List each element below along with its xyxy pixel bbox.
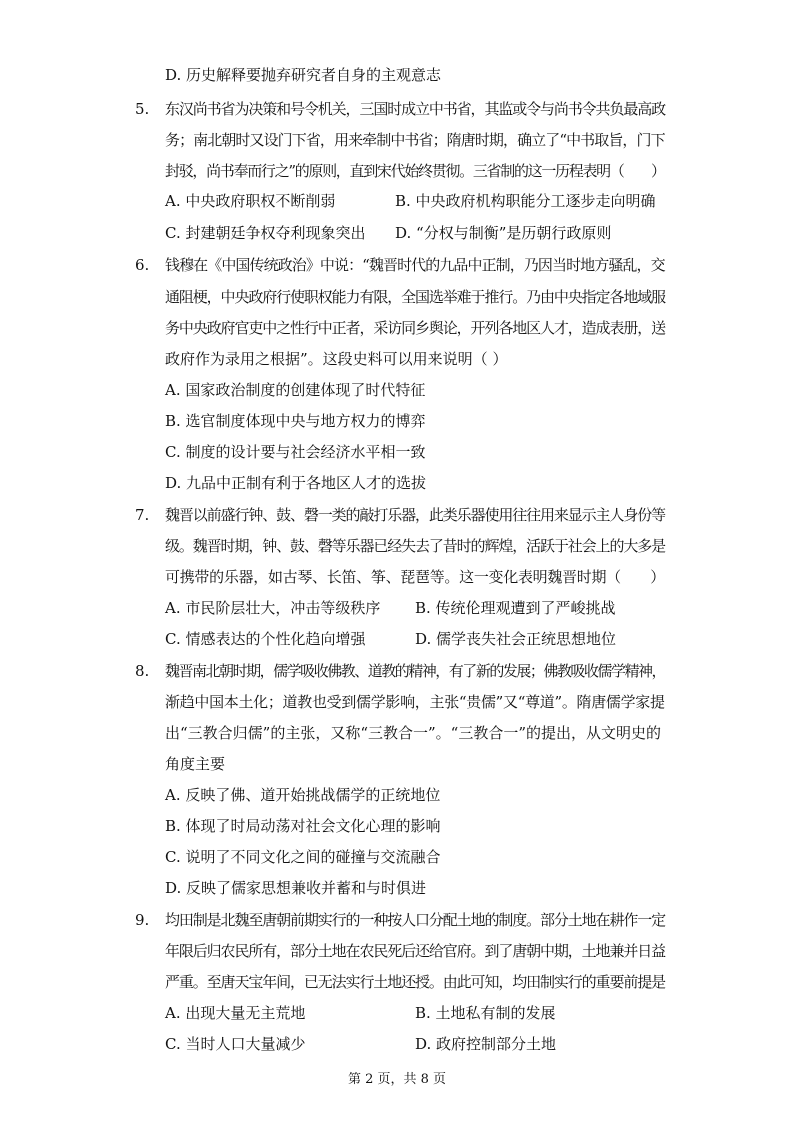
q9-text-line: 年限后归农民所有，部分土地在农民死后还给官府。到了唐朝中期，土地兼并日益 — [165, 942, 666, 960]
q7-text-line: 级。魏晋时期，钟、鼓、磬等乐器已经失去了昔时的辉煌，活跃于社会上的大多是 — [165, 537, 666, 555]
page-footer: 第 2 页，共 8 页 — [347, 1072, 447, 1087]
q9-option-b: B. 土地私有制的发展 — [415, 1004, 556, 1022]
q7-text-line: 魏晋以前盛行钟、鼓、磬一类的敲打乐器，此类乐器使用往往用来显示主人身份等 — [165, 506, 666, 524]
q7-option-a: A. 市民阶层壮大，冲击等级秩序 — [165, 599, 381, 617]
q7-text-line: 可携带的乐器，如古琴、长笛、筝、琵琶等。这一变化表明魏晋时期（ ） — [165, 568, 666, 586]
q5-option-b: B. 中央政府机构职能分工逐步走向明确 — [395, 192, 656, 210]
q5-number: 5. — [135, 100, 150, 118]
q6-option-d: D. 九品中正制有利于各地区人才的选拔 — [165, 474, 427, 492]
q6-text-line: 务中央政府官吏中之性行中正者，采访同乡舆论，开列各地区人才，造成表册，送 — [165, 319, 666, 337]
q6-text-line: 钱穆在《中国传统政治》中说：“魏晋时代的九品中正制，乃因当时地方骚乱，交 — [165, 256, 665, 274]
q8-text-line: 角度主要 — [165, 755, 226, 773]
q9-text-line: 均田制是北魏至唐朝前期实行的一种按人口分配土地的制度。部分土地在耕作一定 — [165, 911, 666, 929]
q6-option-b: B. 选官制度体现中央与地方权力的博弈 — [165, 412, 426, 430]
q8-option-a: A. 反映了佛、道开始挑战儒学的正统地位 — [165, 786, 441, 804]
q7-option-b: B. 传统伦理观遭到了严峻挑战 — [415, 599, 616, 617]
q8-text-line: 出“三教合归儒”的主张，又称“三教合一”。“三教合一”的提出，从文明史的 — [165, 724, 662, 742]
q9-option-d: D. 政府控制部分土地 — [415, 1035, 557, 1053]
q5-text-line: 封驳，尚书奉而行之”的原则，直到宋代始终贯彻。三省制的这一历程表明（ ） — [165, 162, 665, 180]
q9-option-c: C. 当时人口大量减少 — [165, 1035, 306, 1053]
q9-number: 9. — [135, 911, 150, 929]
q8-option-d: D. 反映了儒家思想兼收并蓄和与时俱进 — [165, 879, 427, 897]
q7-option-d: D. 儒学丧失社会正统思想地位 — [415, 630, 617, 648]
q7-number: 7. — [135, 506, 150, 524]
q6-number: 6. — [135, 256, 150, 274]
q9-text-line: 严重。至唐天宝年间，已无法实行土地还授。由此可知，均田制实行的重要前提是 — [165, 973, 666, 991]
q8-text-line: 渐趋中国本土化；道教也受到儒学影响，主张“贵儒”又“尊道”。隋唐儒学家提 — [165, 693, 665, 711]
q8-option-b: B. 体现了时局动荡对社会文化心理的影响 — [165, 817, 441, 835]
q5-option-c: C. 封建朝廷争权夺利现象突出 — [165, 224, 366, 242]
q8-text-line: 魏晋南北朝时期，儒学吸收佛教、道教的精神，有了新的发展；佛教吸收儒学精神， — [165, 662, 666, 680]
q6-text-line: 通阻梗，中央政府行使职权能力有限，全国选举难于推行。乃由中央指定各地域服 — [165, 288, 666, 306]
q5-text-line: 东汉尚书省为决策和号令机关，三国时成立中书省，其监或令与尚书令共负最高政 — [165, 100, 666, 118]
q8-option-c: C. 说明了不同文化之间的碰撞与交流融合 — [165, 848, 441, 866]
q4-option-d: D. 历史解释要抛弃研究者自身的主观意志 — [165, 66, 442, 84]
q6-option-a: A. 国家政治制度的创建体现了时代特征 — [165, 381, 426, 399]
q6-text-line: 政府作为录用之根据”。这段史料可以用来说明（ ） — [165, 350, 508, 368]
q9-option-a: A. 出现大量无主荒地 — [165, 1004, 306, 1022]
q8-number: 8. — [135, 662, 150, 680]
q6-option-c: C. 制度的设计要与社会经济水平相一致 — [165, 443, 426, 461]
q5-text-line: 务；南北朝时又设门下省，用来牵制中书省；隋唐时期，确立了“中书取旨，门下 — [165, 131, 665, 149]
q5-option-a: A. 中央政府职权不断削弱 — [165, 192, 336, 210]
q5-option-d: D. “分权与制衡”是历朝行政原则 — [395, 224, 612, 242]
q7-option-c: C. 情感表达的个性化趋向增强 — [165, 630, 366, 648]
